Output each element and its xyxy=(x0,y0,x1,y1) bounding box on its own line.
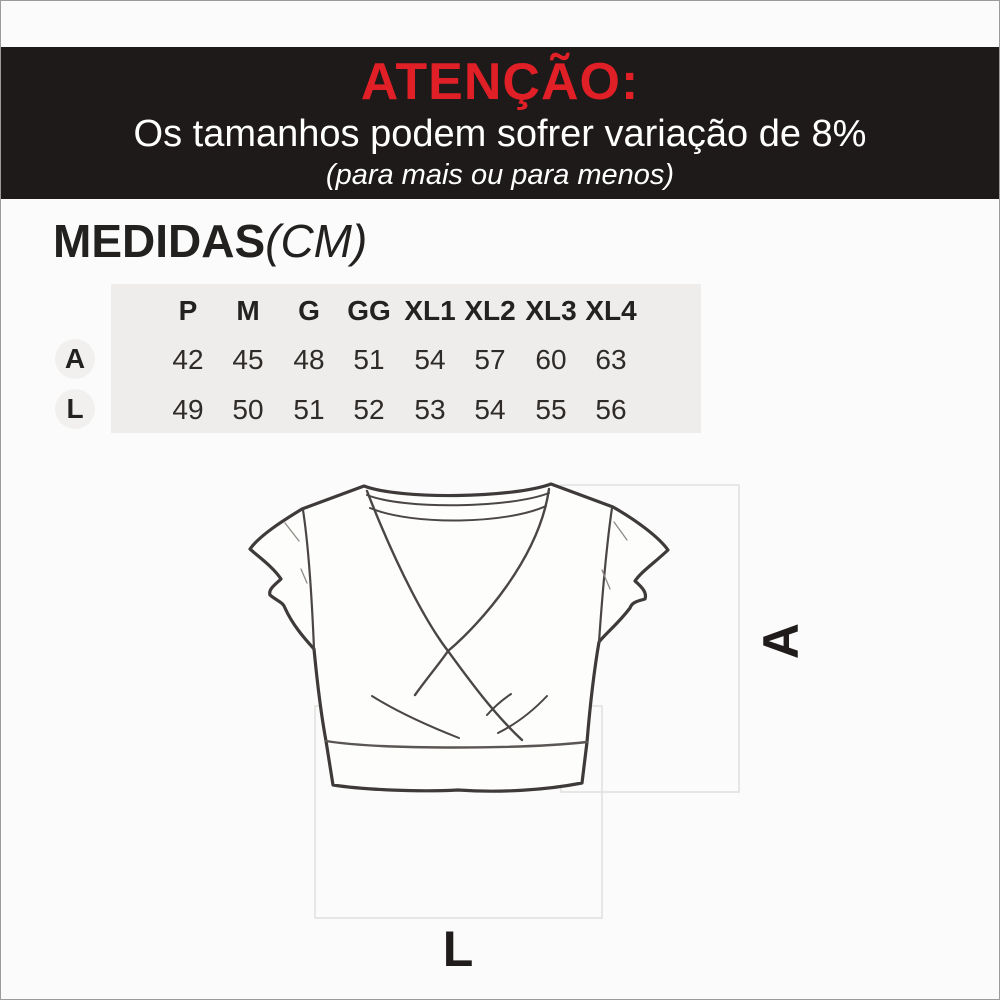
size-value-cell: 54 xyxy=(414,344,446,375)
size-value-cell: 48 xyxy=(293,344,325,375)
size-value-cell: 55 xyxy=(535,394,567,425)
size-column-header: XL4 xyxy=(585,295,637,326)
size-value-cell: 50 xyxy=(232,394,264,425)
size-value-cell: 42 xyxy=(172,344,204,375)
height-dimension-label: A xyxy=(753,622,809,660)
size-value-cell: 52 xyxy=(353,394,385,425)
row-label-a: A xyxy=(55,339,95,379)
garment-line-art xyxy=(250,484,668,791)
size-column-header: P xyxy=(178,295,198,326)
attention-title: ATENÇÃO: xyxy=(360,53,640,111)
measurements-heading-title: MEDIDAS xyxy=(53,215,266,267)
size-column-header: XL3 xyxy=(525,295,577,326)
size-column-header: GG xyxy=(347,295,391,326)
size-column-header: M xyxy=(236,295,260,326)
size-value-cell: 53 xyxy=(414,394,446,425)
size-value-cell: 51 xyxy=(293,394,325,425)
garment-diagram xyxy=(1,1,999,999)
size-value-cell: 56 xyxy=(595,394,627,425)
row-label-l: L xyxy=(55,389,95,429)
size-value-cell: 54 xyxy=(474,394,506,425)
width-dimension-label: L xyxy=(442,921,474,977)
size-value-cell: 57 xyxy=(474,344,506,375)
size-value-cell: 63 xyxy=(595,344,627,375)
measurements-heading-unit: (CM) xyxy=(265,215,368,267)
size-value-cell: 45 xyxy=(232,344,264,375)
size-value-cell: 51 xyxy=(353,344,385,375)
size-value-cell: 49 xyxy=(172,394,204,425)
size-column-header: G xyxy=(298,295,320,326)
size-column-header: XL1 xyxy=(404,295,456,326)
attention-note: (para mais ou para menos) xyxy=(325,159,675,191)
size-column-header: XL2 xyxy=(464,295,516,326)
attention-subtitle: Os tamanhos podem sofrer variação de 8% xyxy=(133,113,867,155)
size-value-cell: 60 xyxy=(535,344,567,375)
